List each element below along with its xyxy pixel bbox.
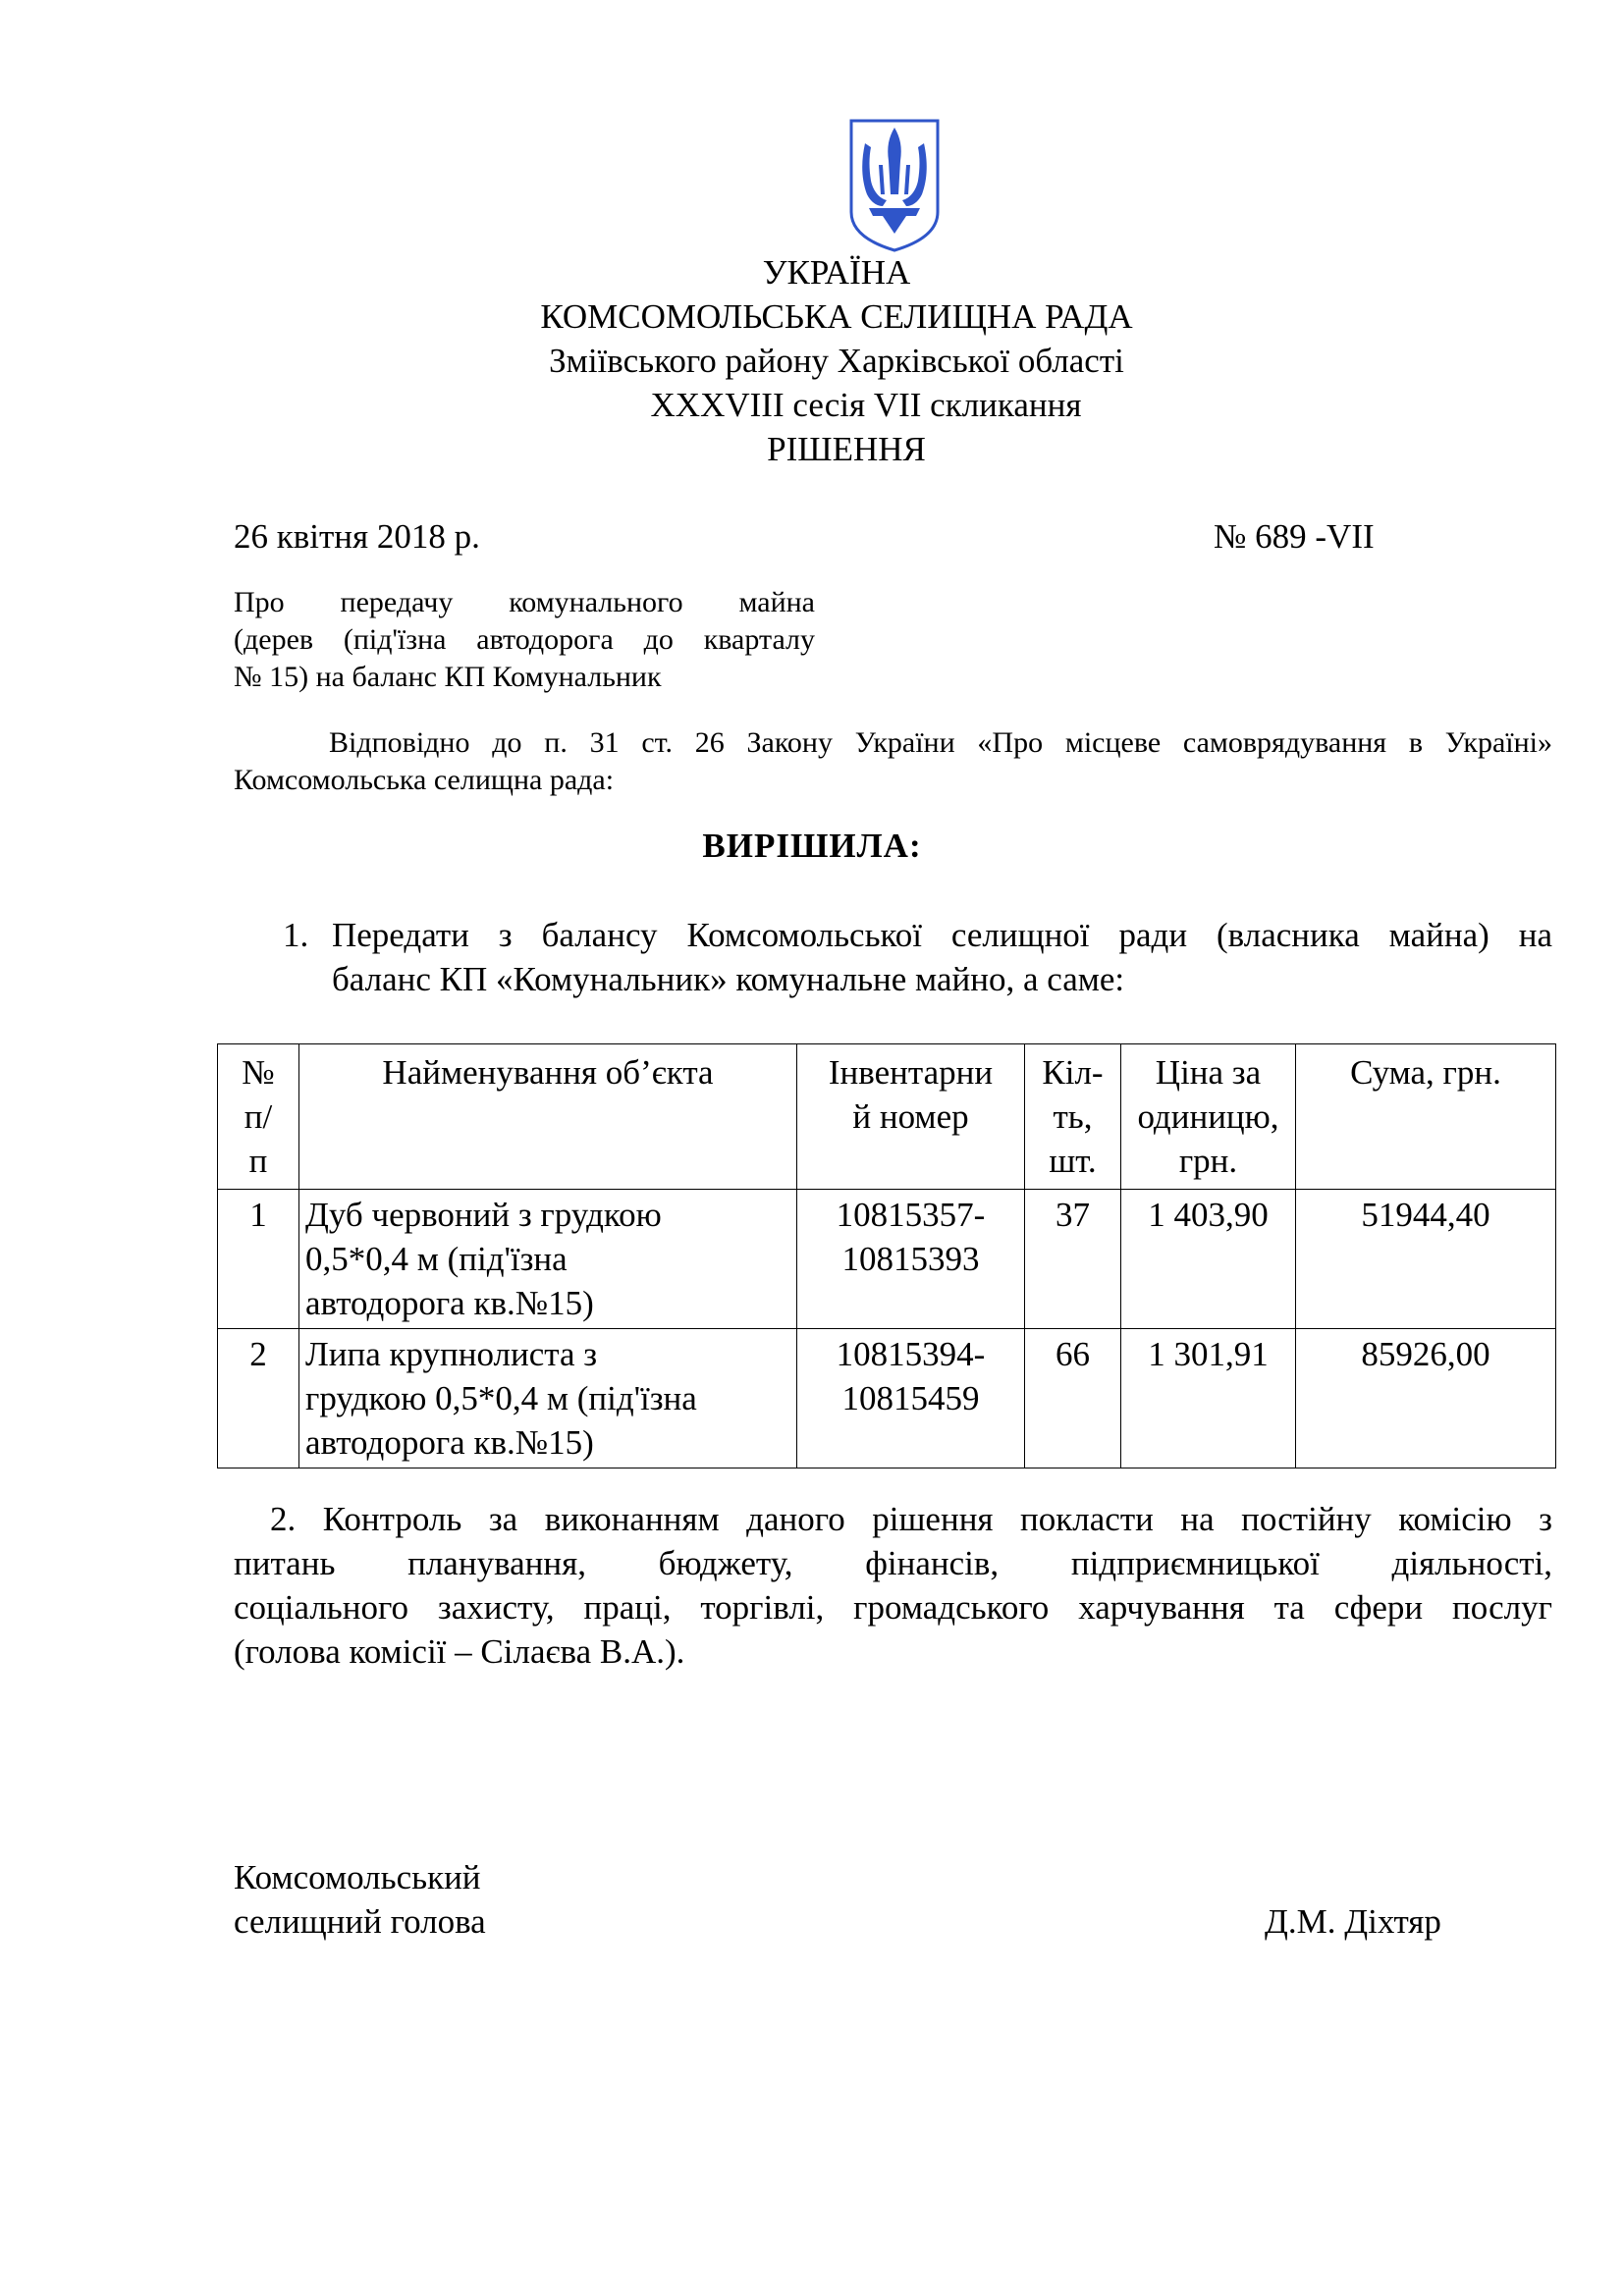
header-country: УКРАЇНА	[762, 253, 911, 292]
header-session: XXXVIII сесія VII скликання	[650, 386, 1082, 424]
subject-line: Про передачу комунального майна	[234, 586, 815, 618]
header-qty: Кіл- ть, шт.	[1025, 1044, 1121, 1190]
subject-line: (дерев (під'їзна автодорога до кварталу	[234, 623, 815, 656]
row-sum: 85926,00	[1296, 1329, 1556, 1468]
signatory-title-line: Комсомольський	[234, 1858, 481, 1896]
row-qty: 66	[1025, 1329, 1121, 1468]
row-name: Липа крупнолиста з грудкою 0,5*0,4 м (під'їзна автодорога кв.№15)	[299, 1329, 797, 1468]
decided-heading: ВИРІШИЛА:	[702, 827, 922, 865]
item-line: (голова комісії – Сілаєва В.А.).	[234, 1632, 685, 1671]
item-line: соціального захисту, праці, торгівлі, громадського харчування та сфери послуг	[234, 1588, 1552, 1627]
table-header-row	[218, 1044, 1556, 1190]
row-price: 1 403,90	[1121, 1190, 1296, 1329]
row-name: Дуб червоний з грудкою 0,5*0,4 м (під'їзна автодорога кв.№15)	[299, 1190, 797, 1329]
item-line: питань планування, бюджету, фінансів, підприємницької діяльності,	[234, 1544, 1552, 1582]
item-line: баланс КП «Комунальник» комунальне майно, а саме:	[332, 960, 1125, 998]
header-district: Зміївського району Харківської області	[549, 342, 1124, 380]
header-name: Найменування об’єкта	[299, 1044, 797, 1190]
signatory-title-line: селищний голова	[234, 1902, 486, 1941]
header-price: Ціна за одиницю, грн.	[1121, 1044, 1296, 1190]
header-inventory: Інвентарни й номер	[797, 1044, 1025, 1190]
decision-number: № 689 -VII	[1214, 517, 1375, 556]
table-row	[218, 1190, 1556, 1329]
row-num: 1	[218, 1190, 299, 1329]
row-num: 2	[218, 1329, 299, 1468]
decision-date: 26 квітня 2018 р.	[234, 517, 480, 556]
row-price: 1 301,91	[1121, 1329, 1296, 1468]
basis-line: Відповідно до п. 31 ст. 26 Закону України «Про місцеве самоврядування в Україні»	[329, 726, 1552, 759]
item-number: 1.	[283, 916, 309, 954]
signatory-title	[234, 1855, 486, 1944]
decision-item-1	[283, 913, 1552, 1001]
item-line: 2. Контроль за виконанням даного рішення покласти на постійну комісію з	[270, 1500, 1552, 1538]
header-sum: Сума, грн.	[1296, 1044, 1556, 1190]
property-table	[217, 1043, 1556, 1468]
row-sum: 51944,40	[1296, 1190, 1556, 1329]
decision-item-2	[234, 1497, 1552, 1674]
header-council: КОМСОМОЛЬСЬКА СЕЛИЩНА РАДА	[540, 297, 1133, 336]
row-inventory: 10815394- 10815459	[797, 1329, 1025, 1468]
header-doc-type: РІШЕННЯ	[767, 430, 926, 468]
row-qty: 37	[1025, 1190, 1121, 1329]
subject-line: № 15) на баланс КП Комунальник	[234, 661, 662, 693]
header-num: № п/ п	[218, 1044, 299, 1190]
decision-subject	[234, 584, 815, 696]
coat-of-arms-icon	[847, 118, 942, 253]
item-line: Передати з балансу Комсомольської селищної ради (власника майна) на	[332, 916, 1552, 954]
row-inventory: 10815357- 10815393	[797, 1190, 1025, 1329]
legal-basis	[234, 724, 1552, 799]
table-row	[218, 1329, 1556, 1468]
signatory-name: Д.М. Діхтяр	[1265, 1902, 1441, 1941]
basis-line: Комсомольська селищна рада:	[234, 764, 615, 796]
